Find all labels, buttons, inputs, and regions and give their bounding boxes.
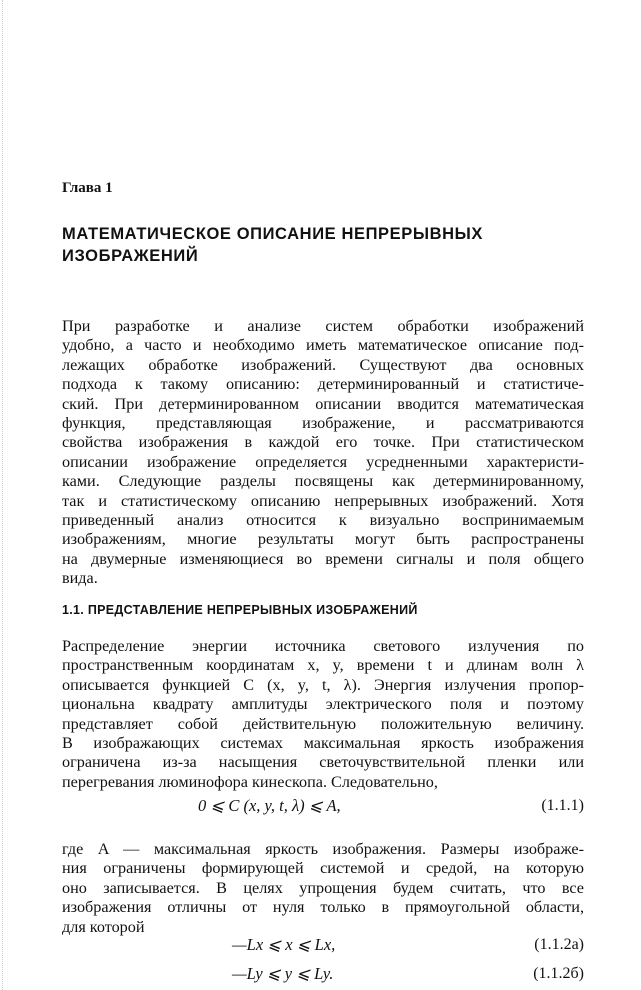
- equation-1-number: (1.1.1): [541, 797, 584, 814]
- text-line: ограничена из-за насыщения светочувствительной пленки или: [62, 753, 584, 772]
- section-title: 1.1. ПРЕДСТАВЛЕНИЕ НЕПРЕРЫВНЫХ ИЗОБРАЖЕНИЙ: [62, 603, 418, 617]
- text-line: удобно, а часто и необходимо иметь математическое описание под-: [62, 336, 584, 355]
- after-paragraph: [62, 840, 584, 937]
- text-line: свойства изображения в каждой его точке. При статистическом: [62, 433, 584, 452]
- equation-2b-number: (1.1.2б): [533, 965, 584, 982]
- equation-1: 0 ⩽ C (x, y, t, λ) ⩽ A,: [198, 796, 341, 815]
- intro-paragraph: [62, 317, 584, 589]
- chapter-title: [62, 223, 582, 267]
- text-line: приведенный анализ относится к визуально воспринимаемым: [62, 511, 584, 530]
- text-line: ния ограничены формирующей системой и средой, на которую: [62, 859, 584, 878]
- text-line: для которой: [62, 917, 145, 936]
- equation-2b: —Ly ⩽ y ⩽ Ly.: [232, 964, 334, 983]
- chapter-label: Глава 1: [62, 180, 113, 196]
- text-line: ский. При детерминированном описании вводится математическая: [62, 394, 584, 413]
- text-line: описывается функцией C (x, y, t, λ). Энергия излучения пропор-: [62, 675, 584, 694]
- text-line: пространственным координатам x, y, времени t и длинам волн λ: [62, 656, 584, 675]
- text-line: где A — максимальная яркость изображения. Размеры изображе-: [62, 840, 584, 858]
- text-line: функция, представляющая изображение, и рассматриваются: [62, 414, 584, 433]
- text-line: подхода к такому описанию: детерминированный и статистиче-: [62, 375, 584, 394]
- text-line: изображения отличны от нуля только в прямоугольной области,: [62, 898, 584, 917]
- text-line: перегревания люминофора кинескопа. Следовательно,: [62, 772, 438, 791]
- text-line: оно записывается. В целях упрощения будем считать, что все: [62, 878, 584, 897]
- section-paragraph: [62, 637, 584, 792]
- text-line: Распределение энергии источника светового излучения по: [62, 637, 584, 655]
- chapter-title-line: ИЗОБРАЖЕНИЙ: [62, 247, 199, 265]
- page-edge: [2, 0, 4, 990]
- text-line: на двумерные изменяющиеся во времени сигналы и поля общего: [62, 549, 584, 568]
- text-line: представляет собой действительную положительную величину.: [62, 714, 584, 733]
- text-line: ками. Следующие разделы посвящены как детерминированному,: [62, 472, 584, 491]
- text-line: вида.: [62, 569, 98, 588]
- chapter-title-line: МАТЕМАТИЧЕСКОЕ ОПИСАНИЕ НЕПРЕРЫВНЫХ: [62, 225, 483, 243]
- equation-2a-number: (1.1.2a): [534, 936, 584, 953]
- text-line: так и статистическому описанию непрерывных изображений. Хотя: [62, 491, 584, 510]
- text-line: изображениям, многие результаты могут быть распространены: [62, 530, 584, 549]
- text-line: В изображающих системах максимальная яркость изображения: [62, 734, 584, 753]
- text-line: описании изображение определяется усредненными характеристи-: [62, 452, 584, 471]
- equation-2a: —Lx ⩽ x ⩽ Lx,: [232, 935, 336, 954]
- text-line: циональна квадрату амплитуды электрического поля и поэтому: [62, 695, 584, 714]
- text-line: лежащих обработке изображений. Существуют два основных: [62, 355, 584, 374]
- text-line: При разработке и анализе систем обработки изображений: [62, 317, 584, 335]
